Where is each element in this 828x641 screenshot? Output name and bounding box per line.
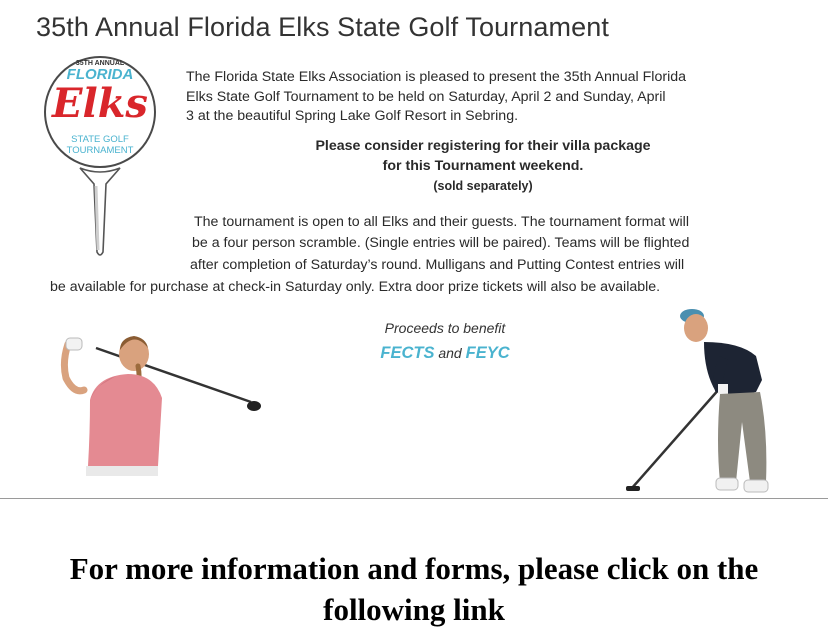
- details-line: after completion of Saturday’s round. Mulligans and Putting Contest entries will: [190, 257, 685, 273]
- elks-golf-logo: [40, 52, 160, 272]
- proceeds-label: Proceeds to benefit: [384, 320, 506, 336]
- female-golfer-icon: [46, 318, 276, 478]
- villa-line-2: for this Tournament weekend.: [382, 158, 584, 174]
- flyer-bottom-border: [0, 498, 828, 499]
- intro-line: 3 at the beautiful Spring Lake Golf Resort in Sebring.: [186, 108, 519, 124]
- villa-line-1: Please consider registering for their villa package: [315, 138, 651, 154]
- male-golfer-image: [620, 302, 790, 502]
- beneficiaries: [330, 344, 560, 363]
- logo-annual-text: 35TH ANNUAL: [75, 60, 125, 67]
- beneficiary-and: and: [438, 345, 462, 361]
- cta-line-1: For more information and forms, please click on the: [69, 551, 759, 586]
- logo-florida-text: FLORIDA: [66, 66, 134, 83]
- intro-paragraph: [186, 68, 786, 127]
- female-golfer-image: [46, 318, 276, 478]
- details-line: The tournament is open to all Elks and their guests. The tournament format will: [194, 214, 689, 230]
- male-golfer-icon: [620, 302, 790, 502]
- logo-tournament-text: TOURNAMENT: [66, 145, 134, 156]
- details-line: be a four person scramble. (Single entries will be paired). Teams will be flighted: [192, 235, 690, 251]
- cta-line-2: following link: [323, 592, 505, 627]
- intro-line: The Florida State Elks Association is pleased to present the 35th Annual Florida: [186, 69, 687, 85]
- villa-note: (sold separately): [433, 179, 533, 193]
- intro-line: Elks State Golf Tournament to be held on Saturday, April 2 and Sunday, April: [186, 88, 666, 105]
- beneficiary-fects: FECTS: [380, 344, 435, 362]
- more-info-link[interactable]: [0, 548, 828, 630]
- logo-state-golf-text: STATE GOLF: [71, 134, 129, 145]
- logo-elks-text: Elks: [52, 80, 148, 127]
- beneficiary-feyc: FEYC: [465, 344, 510, 362]
- villa-notice: [186, 136, 786, 196]
- flyer-title: 35th Annual Florida Elks State Golf Tournament: [36, 12, 609, 42]
- details-line: be available for purchase at check-in Saturday only. Extra door prize tickets will also be available.: [50, 279, 661, 295]
